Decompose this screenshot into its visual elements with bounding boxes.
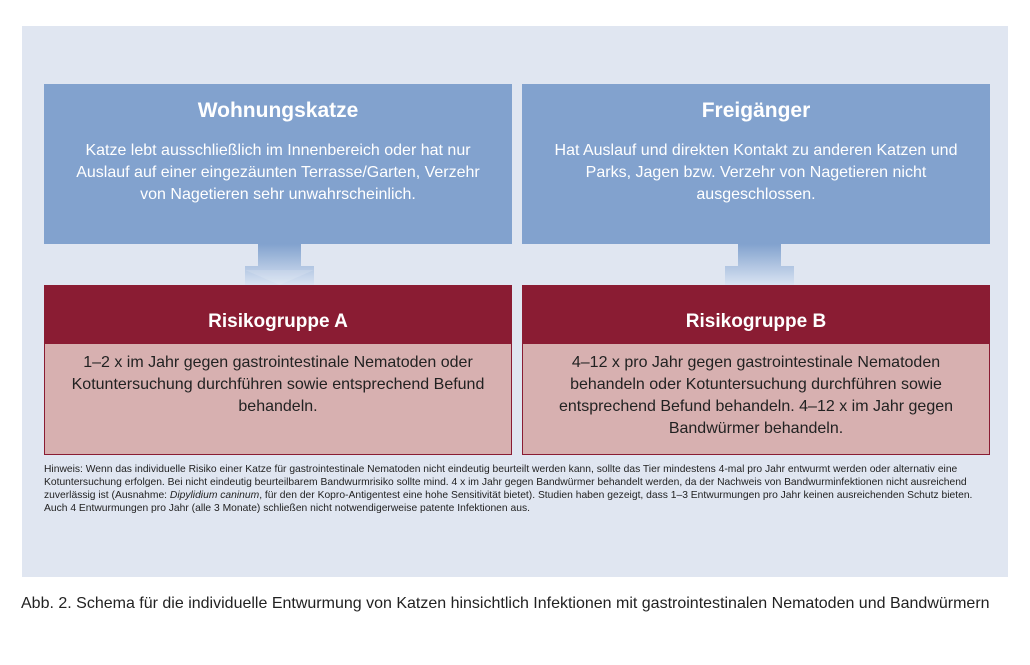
- figure-caption: Abb. 2. Schema für die individuelle Entwurmung von Katzen hinsichtlich Infektionen mit gastrointestinalen Nematoden und Bandwürmern: [21, 595, 990, 612]
- risk-group-a-recommendation: 1–2 x im Jahr gegen gastrointestinale Nematoden oder Kotuntersuchung durchführen sowie entsprechend Befund behandeln.: [44, 344, 512, 455]
- risk-group-a-header: Risikogruppe A: [44, 285, 512, 344]
- note-text: [44, 463, 994, 515]
- column-outdoor-cat: [522, 84, 990, 455]
- profile-title-indoor: Wohnungskatze: [197, 99, 359, 122]
- arrow-connector-left: [44, 244, 512, 285]
- profile-description-outdoor: Hat Auslauf und direkten Kontakt zu anderen Katzen und Parks, Jagen bzw. Verzehr von Nagetieren nicht ausgeschlossen.: [554, 142, 958, 203]
- column-indoor-cat: [44, 84, 512, 455]
- risk-group-b-recommendation: 4–12 x pro Jahr gegen gastrointestinale Nematoden behandeln oder Kotuntersuchung durchführen sowie entsprechend Befund behandeln. 4–12 x im Jahr gegen Bandwürmer behandeln.: [522, 344, 990, 455]
- profile-box-outdoor: [522, 84, 990, 244]
- arrow-down-icon: [522, 244, 990, 285]
- profile-title-outdoor: Freigänger: [701, 99, 811, 122]
- note-species-name: Dipylidium caninum: [169, 490, 260, 501]
- note-text-start: Hinweis: Wenn das individuelle Risiko einer Katze für gastrointestinale Nematoden nicht eindeutig beurteilt werden kann, sollte das Tier mindestens 4-mal pro Jahr entwurmt werden oder alternativ eine Kotuntersuchung erfolgen. Bei nicht eindeutig beurteilbarem Bandwurmrisiko sollte mind. 4 x im Jahr gegen Bandwürmer behandelt werden, da der Nachweis von Bandwurminfektionen nicht ausreichend zuverlässig ist (Ausnahme:: [44, 464, 967, 501]
- arrow-connector-right: [522, 244, 990, 285]
- risk-group-b-header: Risikogruppe B: [522, 285, 990, 344]
- profile-box-indoor: [44, 84, 512, 244]
- arrow-down-icon: [44, 244, 512, 285]
- profile-description-indoor: Katze lebt ausschließlich im Innenbereich oder hat nur Auslauf auf einer eingezäunten Terrasse/Garten, Verzehr von Nagetieren sehr unwahrscheinlich.: [76, 142, 480, 203]
- note-text-end: , für den der Kopro-Antigentest eine hohe Sensitivität bietet). Studien haben gezeigt, dass 1–3 Entwurmungen pro Jahr keinen ausreichenden Schutz bieten. Auch 4 Entwurmungen pro Jahr (alle 3 Monate) schließen nicht notwendigerweise patente Infektionen aus.: [44, 490, 973, 514]
- diagram-panel: [22, 26, 1008, 577]
